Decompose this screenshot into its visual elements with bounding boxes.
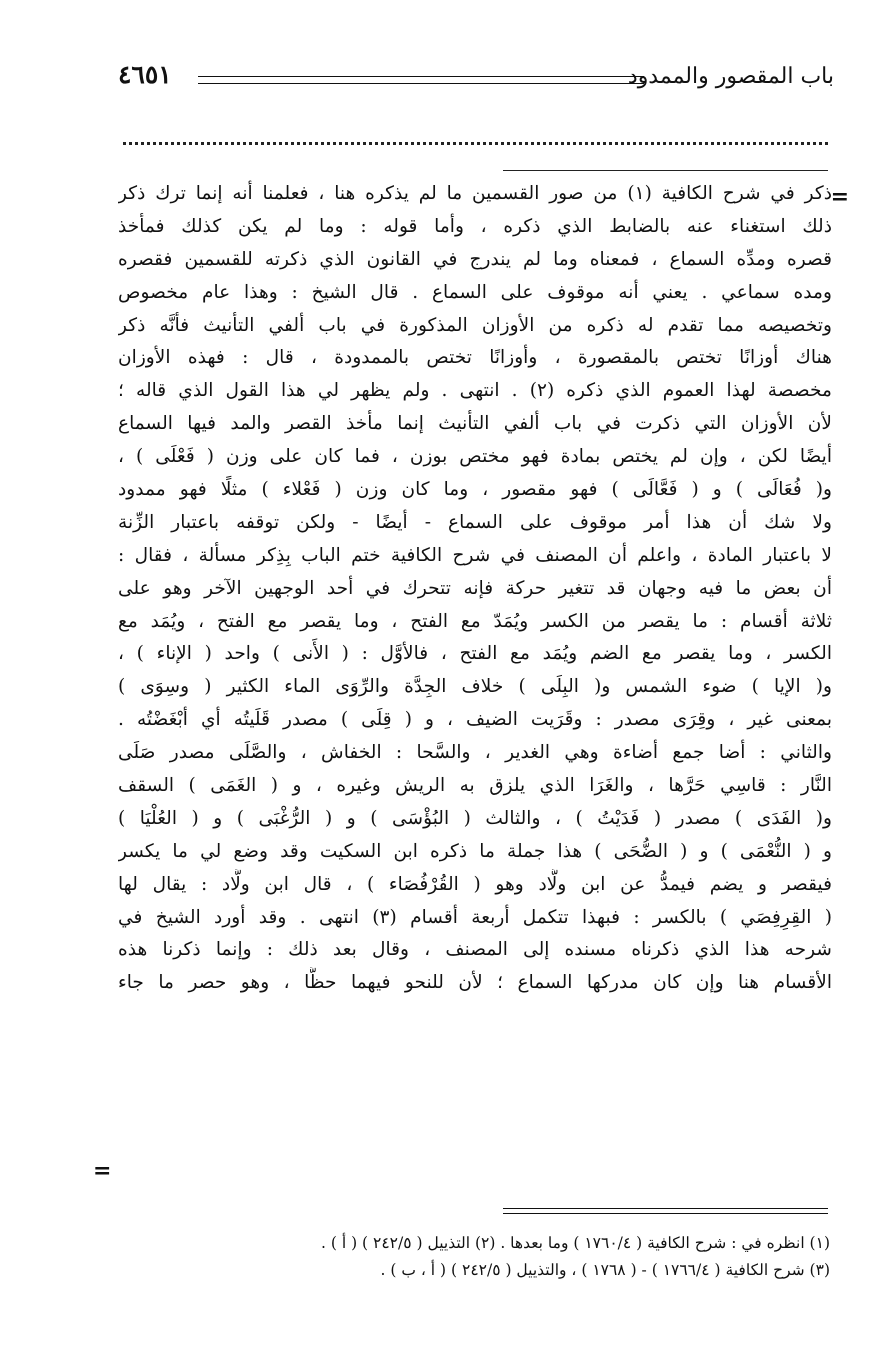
text-line: ذلك استغناء عنه بالضابط الذي ذكره ، وأما قوله : وما لم يكن كذلك فمأخذ	[118, 215, 832, 237]
footnotes	[150, 1230, 830, 1284]
text-line: قصره ومدِّه السماع ، فمعناه وما لم يندرج في القانون الذي ذكرته للقسمين فقصره	[118, 248, 832, 270]
text-line: ثلاثة أقسام : ما يقصر من الكسر ويُمَدّ مع الفتح ، وما يقصر مع الفتح ، ويُمَد مع	[118, 610, 832, 632]
text-line: ولا شك أن هذا أمر موقوف على السماع - أيضًا - ولكن توقفه باعتبار الزِّنة	[118, 511, 832, 533]
text-line: لأن الأوزان التي ذكرت في باب ألفي التأنيث إنما مأخذ القصر والمد فيها السماع	[118, 413, 832, 435]
text-line: شرحه هذا الذي ذكرناه مسنده إلى المصنف ، وقال بعد ذلك : وإنما ذكرنا هذه	[118, 939, 832, 961]
text-line: و ( النُّعْمَى ) و ( الضُّحَى ) هذا جملة ما ذكره ابن السكيت وقد وضع لي ما يكسر	[118, 840, 832, 862]
text-line: هناك أوزانًا تختص بالمقصورة ، وأوزانًا تختص بالممدودة ، قال : فهذه الأوزان	[118, 347, 832, 369]
footnote-line: (١) انظره في : شرح الكافية ( ١٧٦٠/٤ ) وما بعدها . (٢) التذييل ( ٢٤٢/٥ ) ( أ ) .	[321, 1234, 830, 1252]
footnote-line: (٣) شرح الكافية ( ١٧٦٦/٤ ) - ( ١٧٦٨ ) ، والتذييل ( ٢٤٢/٥ ) ( أ ، ب ) .	[380, 1261, 830, 1279]
text-line: أيضًا لكن ، وإن لم يختص بمادة فهو مختص بوزن ، فما كان على وزن ( فَعْلَى ) ،	[118, 446, 832, 468]
continuation-mark-start: =	[830, 184, 849, 210]
text-line: لا باعتبار المادة ، واعلم أن المصنف في شرح الكافية ختم الباب بِذِكر مسألة ، فقال :	[118, 544, 832, 566]
text-line: فيقصر و يضم فيمدُّ عن ابن ولَّاد وهو ( القُرْفُصَاء ) ، قال ابن ولَّاد : يقال لها	[118, 873, 832, 895]
text-line: أن بعض ما فيه وجهان قد تتغير حركة فإنه تتحرك في أحد الوجهين الآخر وهو على	[118, 577, 832, 599]
text-line: و( فُعَالَى ) و ( فَعَّالَى ) فهو مقصور ، وما كان وزن ( فَعْلاء ) مثلًا فهو ممدود	[118, 479, 832, 501]
text-line: ذكر في شرح الكافية (١) من صور القسمين ما لم يذكره هنا ، فعلمنا أنه إنما ترك ذكر	[118, 183, 832, 204]
main-text	[118, 178, 832, 1000]
text-line: الأقسام هنا وإن كان مدركها السماع ؛ لأن للنحو فيهما حظًّا ، وهو حصر ما جاء	[118, 972, 832, 994]
dotted-separator	[123, 142, 828, 145]
text-line: ( القِرِفِصَي ) بالكسر : فبهذا تتكمل أربعة أقسام (٣) انتهى . وقد أورد الشيخ في	[118, 906, 832, 928]
footnote-separator	[503, 1208, 828, 1214]
short-rule	[503, 170, 828, 171]
continuation-mark-end: =	[93, 1158, 112, 1184]
text-line: النَّار : قاسِي حَرَّها ، والغَرَا الذي يلزق به الريش وغيره ، و ( الغَمَى ) السقف	[118, 775, 832, 797]
text-line: والثاني : أضا جمع أضاءة وهي الغدير ، والسَّحا : الخفاش ، والصَّلَى مصدر صَلَى	[118, 742, 832, 764]
text-line: و( الإيا ) ضوء الشمس و( البِلَى ) خلاف الجِدَّة والرِّوَى الماء الكثير ( وسِوَى )	[118, 676, 832, 698]
text-line: الكسر ، وما يقصر مع الضم ويُمَد مع الفتح ، فالأوَّل : ( الأَنى ) واحد ( الإناء ) ،	[118, 643, 832, 665]
text-line: ومده سماعي . يعني أنه موقوف على السماع . قال الشيخ : وهذا عام مخصوص	[118, 281, 832, 303]
text-line: مخصصة لهذا العموم الذي ذكره (٢) . انتهى . ولم يظهر لي هذا القول الذي قاله ؛	[118, 380, 832, 402]
header-double-rule	[198, 76, 644, 84]
text-line: و( الفَدَى ) مصدر ( فَدَيْتُ ) ، والثالث ( البُؤْسَى ) و ( الرُّغْبَى ) و ( العُلْيَا )	[118, 807, 832, 829]
running-header	[118, 58, 834, 98]
page-number: ٤٦٥١	[118, 60, 172, 89]
chapter-title: باب المقصور والممدود	[627, 64, 834, 89]
text-line: بمعنى غير ، وقِرَى مصدر : وقَرَيت الضيف ، و ( قِلَى ) مصدر قَلَيتُه أي أبْغَضْتُه .	[118, 709, 832, 731]
text-line: وتخصيصه مما تقدم له ذكره من الأوزان المذكورة في باب ألفي التأنيث فأنَّه ذكر	[118, 314, 832, 336]
